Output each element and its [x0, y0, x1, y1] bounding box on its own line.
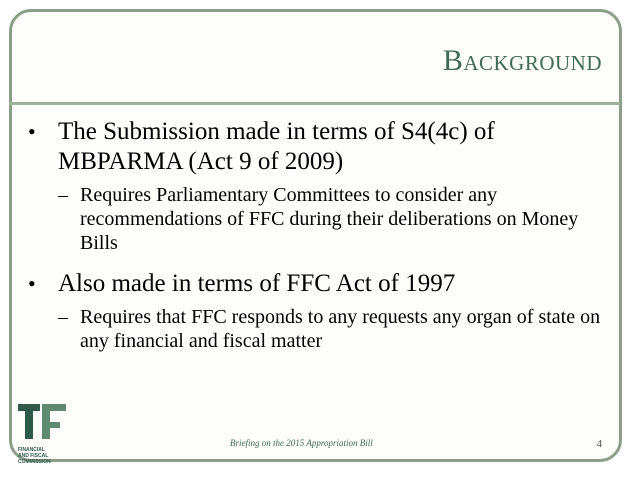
- bullet-dot: •: [28, 271, 36, 296]
- sub-bullet-dash: –: [58, 184, 68, 206]
- slide-title: Background: [442, 44, 602, 77]
- logo-text: FINANCIAL AND FISCAL COMMISSION: [18, 447, 51, 465]
- bullet-1: [28, 117, 618, 177]
- bullet-dot: •: [28, 119, 36, 144]
- bullet-1-sub-1: [28, 183, 618, 255]
- sub-bullet-dash: –: [58, 306, 68, 328]
- page-number: 4: [596, 438, 602, 450]
- slide-content: [28, 117, 618, 353]
- bullet-1-sub-1-text: Requires Parliamentary Committees to consider any recommendations of FFC during their deliberations on Money Bills: [80, 184, 579, 254]
- bullet-2-sub-1: [28, 305, 618, 353]
- bullet-2: [28, 269, 618, 299]
- title-divider: [9, 102, 620, 105]
- bullet-2-text: Also made in terms of FFC Act of 1997: [58, 270, 456, 297]
- bullet-1-text: The Submission made in terms of S4(4c) of MBPARMA (Act 9 of 2009): [58, 118, 495, 175]
- slide-footer: Briefing on the 2015 Appropriation Bill: [230, 438, 373, 448]
- bullet-2-sub-1-text: Requires that FFC responds to any requests any organ of state on any financial and fiscal matter: [80, 306, 601, 352]
